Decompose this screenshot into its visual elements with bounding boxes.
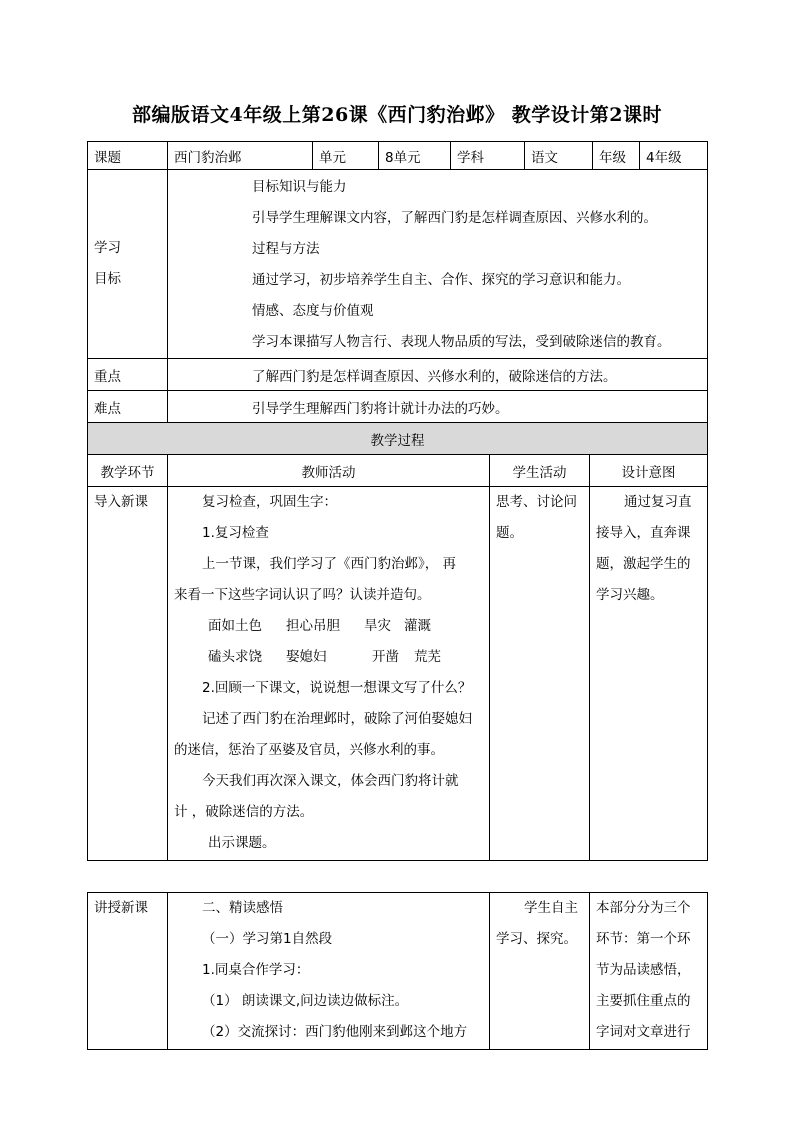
lecture-student-activity: 学生自主 学习、探究。 [490, 893, 590, 1050]
vocab-word: 旱灾 [364, 618, 391, 634]
goals-label: 学习 目标 [88, 170, 168, 359]
subject-value: 西门豹治邺 [168, 142, 313, 170]
lesson-info-table [87, 141, 708, 423]
text-line: （2）交流探讨：西门豹他刚来到邺这个地方 [202, 1024, 468, 1040]
text-line: （一）学习第1自然段 [202, 931, 333, 947]
unit-label: 单元 [313, 142, 379, 170]
intro-teacher-activity [168, 487, 490, 861]
goal-line: 目标知识与能力 [252, 179, 347, 195]
goal-line: 过程与方法 [252, 241, 320, 257]
goals-row [88, 170, 708, 359]
intro-stage: 导入新课 [88, 487, 168, 861]
col-header-teacher: 教师活动 [168, 455, 490, 487]
intro-student-activity: 思考、讨论问 题。 [490, 487, 590, 861]
text-line: 二、精读感悟 [202, 900, 283, 916]
vocab-word: 面如土色 [208, 618, 262, 634]
goal-line: 引导学生理解课文内容，了解西门豹是怎样调查原因、兴修水利的。 [252, 210, 657, 226]
difficulty-row [88, 391, 708, 423]
keypoint-text: 了解西门豹是怎样调查原因、兴修水利的，破除迷信的方法。 [168, 359, 708, 391]
subject-label: 课题 [88, 142, 168, 170]
goal-line: 通过学习，初步培养学生自主、合作、探究的学习意识和能力。 [252, 272, 630, 288]
grade-value: 4年级 [640, 142, 708, 170]
vocab-word: 开凿 [372, 649, 399, 665]
difficulty-text: 引导学生理解西门豹将计就计办法的巧妙。 [168, 391, 708, 423]
grade-label: 年级 [593, 142, 640, 170]
text-line: 上一节课，我们学习了《西门豹治邺》， 再 [202, 556, 457, 572]
discipline-value: 语文 [525, 142, 593, 170]
vocab-word: 担心吊胆 [286, 618, 340, 634]
text-line: （1） 朗读课文,问边读边做标注。 [202, 993, 409, 1009]
lecture-design-intent: 本部分分为三个 环节：第一个环 节为品读感悟， 主要抓住重点的 字词对文章进行 [590, 893, 708, 1050]
process-header-row [88, 455, 708, 487]
keypoint-row [88, 359, 708, 391]
text-line: 2.回顾一下课文，说说想一想课文写了什么？ [202, 680, 472, 696]
lecture-teacher-activity [168, 893, 490, 1050]
vocab-word: 荒芜 [414, 649, 441, 665]
discipline-label: 学科 [451, 142, 525, 170]
lecture-table [87, 892, 708, 1050]
vocab-word: 娶媳妇 [286, 649, 327, 665]
goal-line: 学习本课描写人物言行、表现人物品质的写法，受到破除迷信的教育。 [252, 334, 671, 350]
text-line: 1.同桌合作学习： [202, 962, 310, 978]
intro-row [88, 487, 708, 861]
process-heading: 教学过程 [88, 423, 708, 455]
intro-design-intent: 通过复习直 接导入，直奔课 题，激起学生的 学习兴趣。 [590, 487, 708, 861]
col-header-intent: 设计意图 [590, 455, 708, 487]
unit-value: 8单元 [379, 142, 451, 170]
col-header-student: 学生活动 [490, 455, 590, 487]
vocab-word: 磕头求饶 [208, 649, 262, 665]
text-line: 出示课题。 [208, 835, 276, 851]
difficulty-label: 难点 [88, 391, 168, 423]
text-line: 的迷信，惩治了巫婆及官员，兴修水利的事。 [174, 742, 444, 758]
info-row [88, 142, 708, 170]
text-line: 记述了西门豹在治理邺时，破除了河伯娶媳妇 [202, 711, 472, 727]
text-line: 复习检查，巩固生字： [202, 494, 337, 510]
lecture-row [88, 893, 708, 1050]
text-line: 计 ，破除迷信的方法。 [174, 804, 314, 820]
col-header-stage: 教学环节 [88, 455, 168, 487]
vocab-row [174, 611, 489, 642]
text-line: 1.复习检查 [202, 525, 269, 541]
goals-content [168, 170, 708, 359]
lecture-stage: 讲授新课 [88, 893, 168, 1050]
teaching-process-table [87, 422, 708, 861]
goal-line: 情感、态度与价值观 [252, 303, 374, 319]
keypoint-label: 重点 [88, 359, 168, 391]
page-title: 部编版语文4年级上第26课《西门豹治邺》 教学设计第2课时 [132, 104, 662, 126]
vocab-row [174, 642, 489, 673]
text-line: 今天我们再次深入课文，体会西门豹将计就 [202, 773, 459, 789]
vocab-word: 灌溉 [404, 618, 431, 634]
text-line: 来看一下这些字词认识了吗？认读并造句。 [174, 587, 431, 603]
